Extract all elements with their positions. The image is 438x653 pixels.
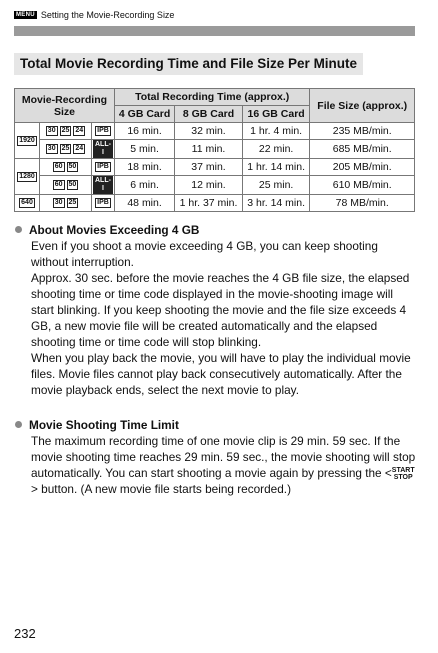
cell-4gb: 16 min. — [114, 123, 174, 140]
cell-16gb: 1 hr. 14 min. — [242, 159, 310, 176]
paragraph: The maximum recording time of one movie clip is 29 min. 59 sec. If the movie shooting time reaches 29 min. 59 sec., the movie shooting will stop automatically. You can start shooting a movie again by pressing the <START STOP> button. (A new movie file starts being recorded.) — [31, 434, 416, 496]
frame-rate-icon: 30 — [54, 199, 63, 207]
frame-rate-icon: 30 — [47, 145, 56, 153]
table-row — [15, 140, 415, 159]
cell-16gb: 3 hr. 14 min. — [242, 195, 310, 212]
compression-icon: ALL-I — [95, 141, 111, 156]
menu-icon: MENU — [16, 12, 35, 18]
frame-rate-icon: 50 — [68, 181, 77, 189]
table-row — [15, 159, 415, 176]
frame-rate-icon: 50 — [68, 163, 77, 171]
paragraph: Approx. 30 sec. before the movie reaches the 4 GB file size, the elapsed shooting time or time code displayed in the movie-shooting image will start blinking. If you keep shooting the movie and the file size exceeds 4 GB, a new movie file will be created automatically and the elapsed shooting time or time code will stop blinking. — [31, 271, 410, 349]
page-number: 232 — [14, 626, 36, 641]
cell-16gb: 25 min. — [242, 176, 310, 195]
page-header — [14, 10, 174, 20]
col-header-total: Total Recording Time (approx.) — [114, 89, 309, 106]
section-heading: Movie Shooting Time Limit — [29, 418, 179, 432]
cell-8gb: 37 min. — [175, 159, 243, 176]
col-header-4gb: 4 GB Card — [114, 106, 174, 123]
frame-rate-icon: 25 — [61, 145, 70, 153]
frame-rate-icon: 25 — [68, 199, 77, 207]
table-row — [15, 123, 415, 140]
cell-8gb: 11 min. — [175, 140, 243, 159]
header-rule — [14, 26, 415, 36]
cell-4gb: 48 min. — [114, 195, 174, 212]
table-row — [15, 176, 415, 195]
cell-8gb: 1 hr. 37 min. — [175, 195, 243, 212]
frame-rate-icon: 60 — [54, 163, 63, 171]
paragraph: Even if you shoot a movie exceeding 4 GB, you can keep shooting without interruption. — [31, 239, 378, 269]
frame-rate-icon: 25 — [61, 127, 70, 135]
paragraph: When you play back the movie, you will have to play the individual movie files. Movie files cannot play back consecutively automatically. After the movie playback ends, select the next movie to play. — [31, 351, 411, 397]
cell-filesize: 685 MB/min. — [310, 140, 415, 159]
cell-filesize: 235 MB/min. — [310, 123, 415, 140]
section-limit — [14, 417, 416, 497]
movie-size-icon: 1920 — [19, 136, 35, 144]
compression-icon: IPB — [97, 163, 109, 171]
frame-rate-icon: 24 — [75, 127, 84, 135]
movie-size-icon: 640 — [21, 199, 33, 207]
start-stop-button-icon: START STOP — [391, 466, 415, 481]
cell-filesize: 78 MB/min. — [310, 195, 415, 212]
col-header-8gb: 8 GB Card — [175, 106, 243, 123]
cell-filesize: 205 MB/min. — [310, 159, 415, 176]
cell-8gb: 32 min. — [175, 123, 243, 140]
cell-4gb: 5 min. — [114, 140, 174, 159]
movie-size-icon: 1280 — [19, 172, 35, 180]
frame-rate-icon: 60 — [54, 181, 63, 189]
cell-16gb: 22 min. — [242, 140, 310, 159]
col-header-size: Movie-Recording Size — [15, 89, 115, 123]
cell-4gb: 6 min. — [114, 176, 174, 195]
compression-icon: ALL-I — [95, 177, 111, 192]
section-title: Total Movie Recording Time and File Size Per Minute — [14, 53, 363, 75]
recording-time-table — [14, 88, 415, 212]
frame-rate-icon: 24 — [75, 145, 84, 153]
cell-16gb: 1 hr. 4 min. — [242, 123, 310, 140]
col-header-filesize: File Size (approx.) — [310, 89, 415, 123]
cell-4gb: 18 min. — [114, 159, 174, 176]
section-heading: About Movies Exceeding 4 GB — [29, 223, 200, 237]
header-title: Setting the Movie-Recording Size — [40, 10, 175, 20]
cell-8gb: 12 min. — [175, 176, 243, 195]
section-exceed — [14, 222, 416, 398]
col-header-16gb: 16 GB Card — [242, 106, 310, 123]
compression-icon: IPB — [97, 127, 109, 135]
bullet-icon — [15, 226, 22, 233]
cell-filesize: 610 MB/min. — [310, 176, 415, 195]
compression-icon: IPB — [97, 199, 109, 207]
frame-rate-icon: 30 — [47, 127, 56, 135]
table-row — [15, 195, 415, 212]
bullet-icon — [15, 421, 22, 428]
